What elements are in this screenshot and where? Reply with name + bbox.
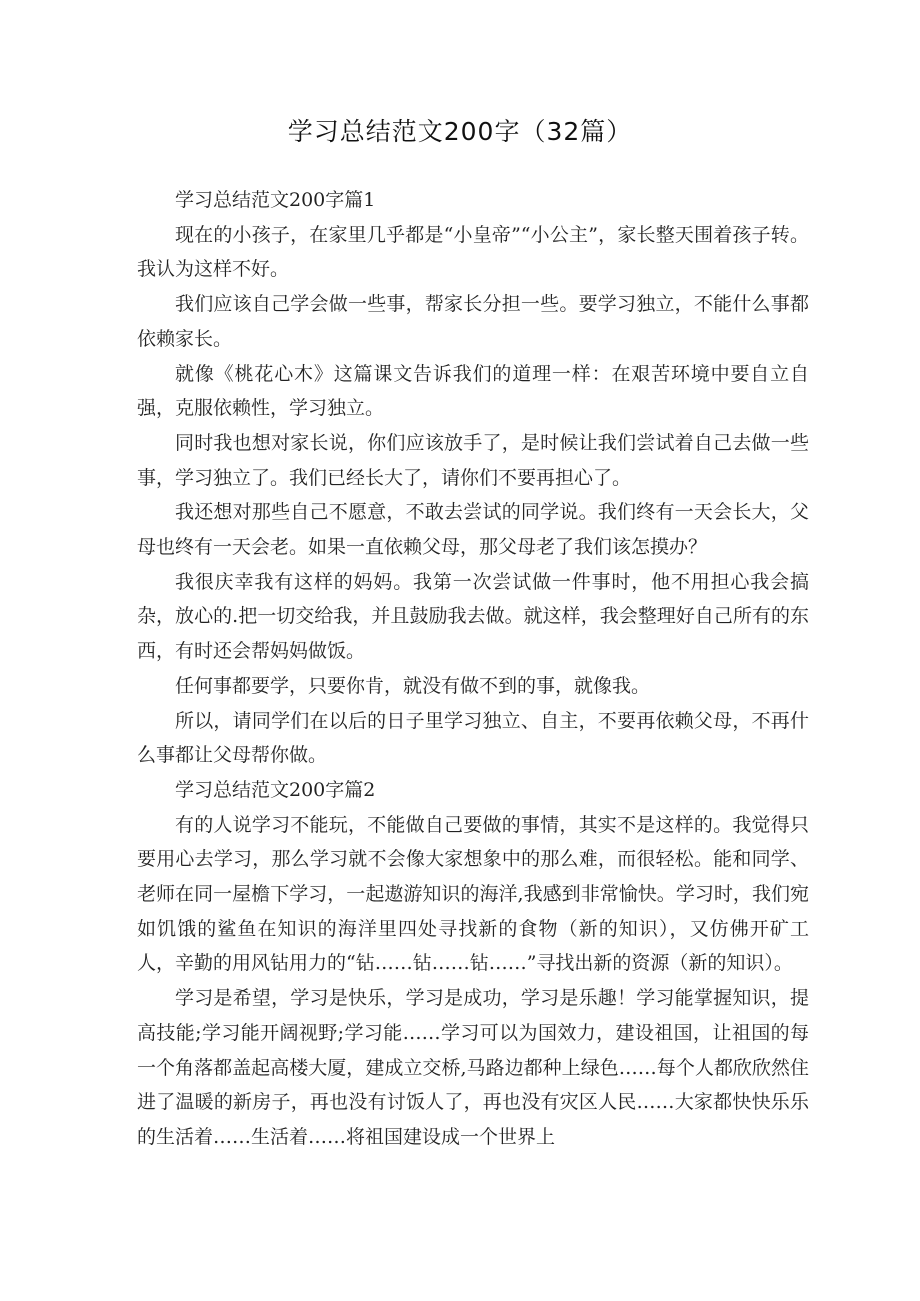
paragraph: 任何事都要学，只要你肯，就没有做不到的事，就像我。 (175, 674, 651, 697)
paragraph: 现在的小孩子，在家里几乎都是“小皇帝”“小公主”，家长整天围着孩子转。我认为这样不好。 (137, 223, 809, 281)
document-title: 学习总结范文200字（32篇） (287, 117, 633, 146)
paragraph: 学习是希望，学习是快乐，学习是成功，学习是乐趣！学习能掌握知识，提高技能;学习能开阔视野;学习能……学习可以为国效力，建设祖国，让祖国的每一个角落都盖起高楼大厦，建成立交桥,马路边都种上绿色……每个人都欣欣然住进了温暖的新房子，再也没有讨饭人了，再也没有灾区人民……大家都快快乐乐的生活着……生活着……将祖国建设成一个世界上 (137, 987, 809, 1148)
section-heading: 学习总结范文200字篇2 (175, 778, 376, 801)
document-body (137, 183, 809, 1155)
paragraph: 我还想对那些自己不愿意，不敢去尝试的同学说。我们终有一天会长大，父母也终有一天会老。如果一直依赖父母，那父母老了我们该怎摸办？ (137, 501, 809, 559)
paragraph: 有的人说学习不能玩，不能做自己要做的事情，其实不是这样的。我觉得只要用心去学习，那么学习就不会像大家想象中的那么难，而很轻松。能和同学、老师在同一屋檐下学习，一起遨游知识的海洋,我感到非常愉快。学习时，我们宛如饥饿的鲨鱼在知识的海洋里四处寻找新的食物（新的知识），又仿佛开矿工人，辛勤的用风钻用力的“钻……钻……钻……”寻找出新的资源（新的知识）。 (137, 813, 809, 975)
section-heading: 学习总结范文200字篇1 (175, 189, 376, 211)
paragraph: 我们应该自己学会做一些事，帮家长分担一些。要学习独立，不能什么事都依赖家长。 (137, 293, 809, 350)
paragraph: 就像《桃花心木》这篇课文告诉我们的道理一样：在艰苦环境中要自立自强，克服依赖性，学习独立。 (137, 362, 809, 420)
paragraph: 我很庆幸我有这样的妈妈。我第一次尝试做一件事时，他不用担心我会搞杂，放心的.把一切交给我，并且鼓励我去做。就这样，我会整理好自己所有的东西，有时还会帮妈妈做饭。 (137, 570, 809, 663)
paragraph: 同时我也想对家长说，你们应该放手了，是时候让我们尝试着自己去做一些事，学习独立了。我们已经长大了，请你们不要再担心了。 (137, 431, 809, 489)
paragraph: 所以，请同学们在以后的日子里学习独立、自主，不要再依赖父母，不再什么事都让父母帮你做。 (137, 709, 809, 767)
